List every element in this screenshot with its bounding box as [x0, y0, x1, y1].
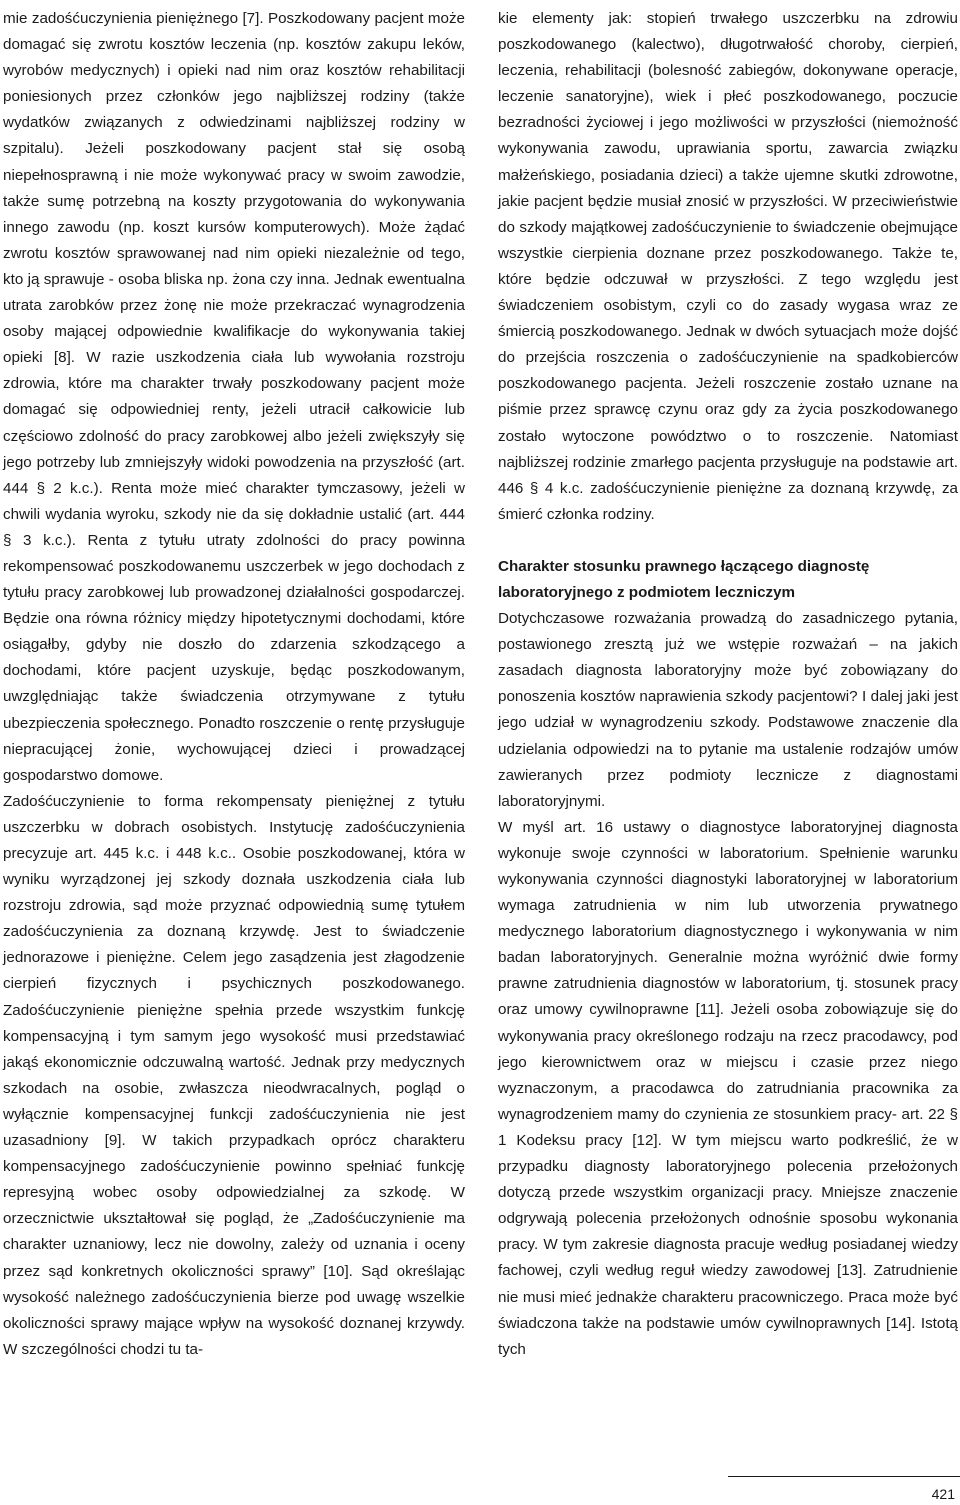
- paragraph-compensation-elements: kie elementy jak: stopień trwałego uszczerbku na zdrowiu poszkodowanego (kalectwo), długotrwałość choroby, cierpień, leczenia, rehabilitacji (bolesność zabiegów, dokonywane operacje, leczenie sanatoryjne), wiek i płeć poszkodowanego, poczucie bezradności życiowej i jego możliwości w przyszłości (niemożność wykonywania zawodu, uprawiania sportu, zawarcia związku małżeńskiego, posiadania dzieci) a także ujemne skutki zdrowotne, jakie pacjent będzie musiał znosić w przyszłości. W przeciwieństwie do szkody majątkowej zadośćuczynienie to świadczenie obejmujące wszystkie cierpienia doznane przez poszkodowanego. Także te, które będzie odczuwał w przyszłości. Z tego względu jest świadczeniem osobistym, czyli co do zasady wygasa wraz ze śmiercią poszkodowanego. Jednak w dwóch sytuacjach może dojść do przejścia roszczenia o zadośćuczynienie na spadkobierców poszkodowanego pacjenta. Jeżeli roszczenie zostało uznane na piśmie przez sprawcę czynu oraz gdy za życia poszkodowanego zostało wytoczone powództwo o to roszczenie. Natomiast najbliższej rodzinie zmarłego pacjenta przysługuje na podstawie art. 446 § 4 k.c. zadośćuczynienie pieniężne za doznaną krzywdę, za śmierć członka rodziny.: [498, 10, 958, 523]
- paragraph-damages-costs: mie zadośćuczynienia pieniężnego [7]. Poszkodowany pacjent może domagać się zwrotu kosztów leczenia (np. kosztów zakupu leków, wyrobów medycznych) i opieki nad nim oraz kosztów rehabilitacji poniesionych przez członków jego najbliższej rodziny (także wydatków związanych z odwiedzinami najbliższej rodziny w szpitalu). Jeżeli poszkodowany pacjent stał się osobą niepełnosprawną i nie może wykonywać pracy w swoim zawodzie, także sumę potrzebną na koszty przygotowania do wykonywania innego zawodu (np. koszt kursów komputerowych). Może żądać zwrotu kosztów sprawowanej nad nim opieki niezależnie od tego, kto ją sprawuje - osoba bliska np. żona czy inna. Jednak ewentualna utrata zarobków przez żonę nie może przekraczać wynagrodzenia osoby mającej odpowiednie kwalifikacje do wykonywania takiej opieki [8]. W razie uszkodzenia ciała lub wywołania rozstroju zdrowia, które ma charakter trwały poszkodowany pacjent może domagać się odpowiedniej renty, jeżeli utracił całkowicie lub częściowo zdolność do pracy zarobkowej albo jeżeli zwiększyły się jego potrzeby lub zmniejszyły widoki powodzenia na przyszłość (art. 444 § 2 k.c.). Renta może mieć charakter tymczasowy, jeżeli w chwili wydania wyroku, szkody nie da się dokładnie ustalić (art. 444 § 3 k.c.). Renta z tytułu utraty zdolności do pracy powinna rekompensować poszkodowanemu uszczerbek w jego dochodach z tytułu pracy zarobkowej lub prowadzonej działalności gospodarczej. Będzie ona równa różnicy między hipotetycznymi dochodami, które osiągałby, gdyby nie doszło do zdarzenia szkodzącego a dochodami, które pacjent uzyskuje, będąc poszkodowanym, uwzględniając także świadczenia otrzymywane z tytułu ubezpieczenia społecznego. Ponadto roszczenie o rentę przysługuje niepracującej żonie, wychowującej dzieci i prowadzącej gospodarstwo domowe.: [3, 10, 465, 784]
- right-column: [498, 6, 958, 1363]
- page-number: 421: [931, 1486, 955, 1502]
- section-spacer: [498, 528, 958, 554]
- paragraph-employment-forms: W myśl art. 16 ustawy o diagnostyce laboratoryjnej diagnosta wykonuje swoje czynności w laboratorium. Spełnienie warunku wykonywania czynności diagnostyki laboratoryjnej w laboratorium wymaga zatrudnienia w nim lub utworzenia prywatnego medycznego laboratorium diagnostycznego i wykonywania w nim badan laboratoryjnych. Generalnie można wyróżnić dwie formy prawne zatrudnienia diagnostów w laboratorium, tj. stosunek pracy oraz umowy cywilnoprawne [11]. Jeżeli osoba zobowiązuje się do wykonywania pracy określonego rodzaju na rzecz pracodawcy, pod jego kierownictwem oraz w miejscu i czasie przez niego wyznaczonym, a pracodawca do zatrudniania pracownika za wynagrodzeniem mamy do czynienia ze stosunkiem pracy- art. 22 § 1 Kodeksu pracy [12]. W tym miejscu warto podkreślić, że w przypadku diagnosty laboratoryjnego polecenia przełożonych dotyczą przede wszystkim organizacji pracy. Mniejsze znaczenie odgrywają polecenia przełożonych odnośnie sposobu wykonania pracy. W tym zakresie diagnosta pracuje według posiadanej wiedzy fachowej, czyli według reguł wiedzy zawodowej [13]. Zatrudnienie nie musi mieć jednakże charakteru pracowniczego. Praca może być świadczona także na podstawie umów cywilnoprawnych [14]. Istotą tych: [498, 818, 958, 1358]
- left-column: [3, 6, 465, 1363]
- paragraph-compensation: Zadośćuczynienie to forma rekompensaty pieniężnej z tytułu uszczerbku w dobrach osobistych. Instytucję zadośćuczynienia precyzuje art. 445 k.c. i 448 k.c.. Osobie poszkodowanej, która w wyniku wyrządzonej jej szkody doznała uszkodzenia ciała lub rozstroju zdrowia, sąd może przyznać odpowiednią sumę tytułem zadośćuczynienia za doznaną krzywdę. Jest to świadczenie jednorazowe i pieniężne. Celem jego zasądzenia jest złagodzenie cierpień fizycznych i psychicznych poszkodowanego. Zadośćuczynienie pieniężne spełnia przede wszystkim funkcję kompensacyjną i tym samym jego wysokość musi przedstawiać jakąś ekonomicznie odczuwalną wartość. Jednak przy medycznych szkodach na osobie, zwłaszcza nieodwracalnych, pogląd o wyłącznie kompensacyjnej funkcji zadośćuczynienia nie jest uzasadniony [9]. W takich przypadkach oprócz charakteru kompensacyjnego zadośćuczynienie powinno spełniać funkcję represyjną wobec osoby odpowiedzialnej za szkodę. W orzecznictwie ukształtował się pogląd, że „Zadośćuczynienie ma charakter uznaniowy, lecz nie dowolny, zależy od uznania i oceny przez sąd konkretnych okoliczności sprawy” [10]. Sąd określając wysokość należnego zadośćuczynienia bierze pod uwagę wszelkie okoliczności sprawy mające wpływ na wysokość doznanej krzywdy. W szczególności chodzi tu ta-: [3, 792, 465, 1358]
- section-heading: Charakter stosunku prawnego łączącego diagnostę laboratoryjnego z podmiotem leczniczym: [498, 557, 870, 601]
- footer-divider: [728, 1476, 960, 1477]
- paragraph-intro-question: Dotychczasowe rozważania prowadzą do zasadniczego pytania, postawionego zresztą już we wstępie rozważań – na jakich zasadach diagnosta laboratoryjny może być zobowiązany do ponoszenia kosztów naprawienia szkody pacjentowi? I dalej jaki jest jego udział w wynagrodzeniu szkody. Podstawowe znaczenie dla udzielania odpowiedzi na to pytanie ma ustalenie rodzajów umów zawieranych przez podmioty lecznicze z diagnostami laboratoryjnymi.: [498, 610, 958, 810]
